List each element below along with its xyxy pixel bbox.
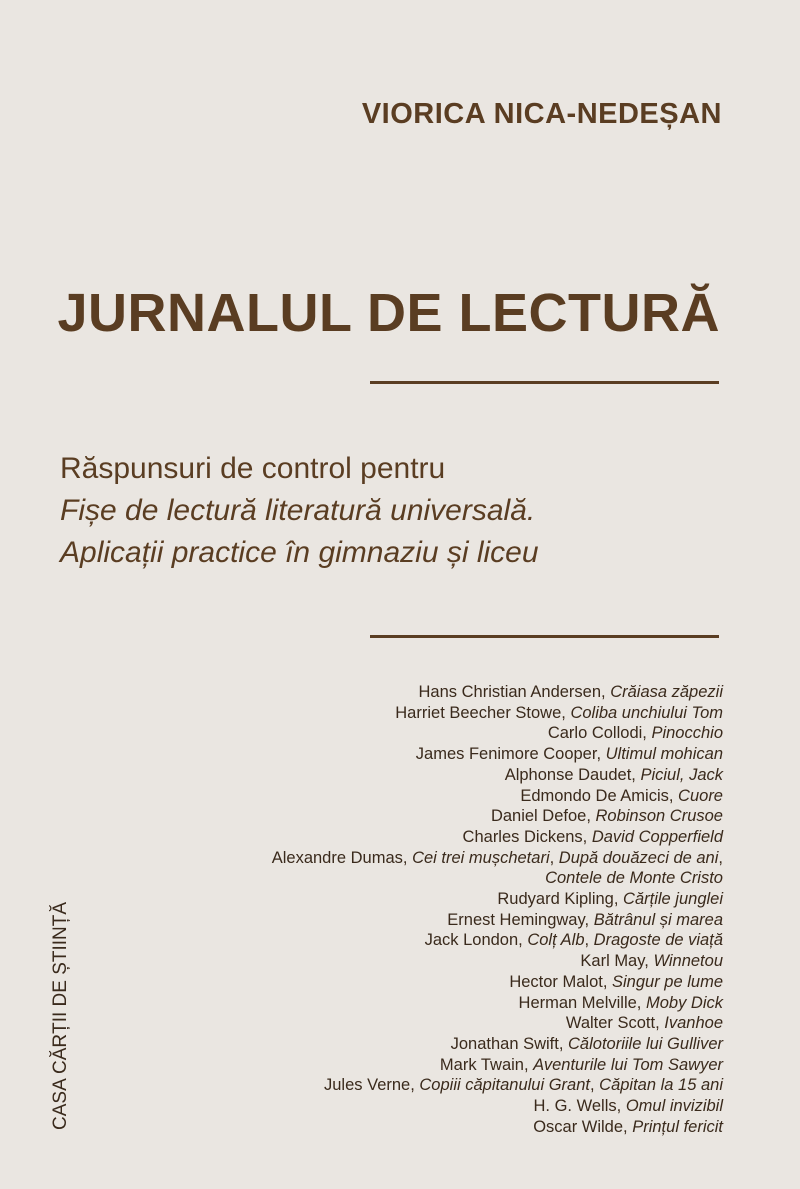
work-author: Jules Verne, <box>324 1076 420 1095</box>
subtitle-line-2: Fișe de lectură literatură universală. <box>60 494 536 527</box>
work-title: Ivanhoe <box>664 1014 723 1033</box>
work-title: Pinocchio <box>651 724 723 743</box>
works-list-item <box>272 786 723 807</box>
works-list-item <box>272 848 723 869</box>
work-author: Hans Christian Andersen, <box>418 683 611 701</box>
work-author: Herman Melville, <box>518 993 646 1012</box>
work-author: Edmondo De Amicis, <box>520 786 679 805</box>
works-list-item <box>272 682 723 703</box>
work-title: Cei trei mușchetari <box>412 848 550 867</box>
work-title: Robinson Crusoe <box>595 807 723 826</box>
work-author: Alexandre Dumas, <box>271 848 413 867</box>
works-list-item <box>272 972 723 993</box>
work-title: Moby Dick <box>645 993 723 1012</box>
work-separator: , <box>589 1076 600 1095</box>
work-separator: , <box>549 848 559 867</box>
works-list-item <box>272 723 723 744</box>
work-title: După douăzeci de ani <box>558 848 719 867</box>
work-author: Ernest Hemingway, <box>447 910 594 929</box>
divider-bottom <box>370 635 719 638</box>
works-list-item <box>272 806 723 827</box>
work-title: Călotoriile lui Gulliver <box>568 1034 723 1053</box>
work-title: Omul invizibil <box>625 1097 723 1116</box>
work-title: Copiii căpitanului Grant <box>419 1076 590 1095</box>
work-title: Cuore <box>678 786 723 805</box>
works-list-item <box>272 1096 723 1117</box>
work-author: Mark Twain, <box>439 1055 534 1074</box>
work-author: Jonathan Swift, <box>450 1034 569 1053</box>
works-list-item <box>272 1034 723 1055</box>
work-author: Daniel Defoe, <box>490 807 596 826</box>
work-title: Aventurile lui Tom Sawyer <box>533 1055 723 1074</box>
work-title: Singur pe lume <box>612 972 723 991</box>
work-title: Ultimul mohican <box>605 745 723 764</box>
divider-top <box>370 381 719 384</box>
works-list-item <box>272 827 723 848</box>
works-list-item <box>272 1075 723 1096</box>
author-name: VIORICA NICA-NEDEȘAN <box>361 98 722 130</box>
work-author: Oscar Wilde, <box>533 1117 633 1136</box>
works-list-item <box>272 765 723 786</box>
work-author: Hector Malot, <box>509 972 613 991</box>
work-title: Căpitan la 15 ani <box>599 1076 723 1095</box>
book-title: JURNALUL DE LECTURĂ <box>57 283 720 343</box>
work-author: Rudyard Kipling, <box>497 890 624 909</box>
work-author: Alphonse Daudet, <box>504 765 641 784</box>
work-author: James Fenimore Cooper, <box>415 745 606 764</box>
work-author: Jack London, <box>424 931 528 950</box>
works-list-item <box>272 1117 723 1138</box>
works-list-item <box>272 951 723 972</box>
work-author: Carlo Collodi, <box>547 724 652 743</box>
works-list-item <box>272 889 723 910</box>
work-title: Colț Alb <box>527 931 585 950</box>
work-title: Prințul fericit <box>632 1117 723 1136</box>
works-list-item <box>272 930 723 951</box>
work-title: Bătrânul și marea <box>593 910 723 929</box>
work-separator: , <box>584 931 594 950</box>
work-title: Dragoste de viață <box>593 931 723 950</box>
works-list-item <box>272 703 723 724</box>
publisher-name: CASA CĂRȚII DE ȘTIINȚĂ <box>50 901 71 1130</box>
work-author: H. G. Wells, <box>533 1097 626 1116</box>
work-author: Karl May, <box>580 952 654 971</box>
work-title: Crăiasa zăpezii <box>610 683 723 701</box>
works-list <box>272 682 723 1137</box>
work-title: Cărțile junglei <box>623 890 723 909</box>
work-author: Harriet Beecher Stowe, <box>395 703 571 722</box>
works-list-item <box>272 868 723 889</box>
work-title: David Copperfield <box>591 827 723 846</box>
works-list-item <box>272 1055 723 1076</box>
subtitle-line-3: Aplicații practice în gimnaziu și liceu <box>60 536 539 569</box>
subtitle <box>60 448 539 574</box>
works-list-item <box>272 1013 723 1034</box>
works-list-item <box>272 993 723 1014</box>
subtitle-line-1: Răspunsuri de control pentru <box>60 452 446 485</box>
work-title: Winnetou <box>653 952 723 971</box>
work-title: Piciul, Jack <box>640 765 723 784</box>
work-title: Contele de Monte Cristo <box>545 869 723 888</box>
work-title: Coliba unchiului Tom <box>570 703 723 722</box>
work-author: Charles Dickens, <box>462 827 592 846</box>
work-author: Walter Scott, <box>565 1014 665 1033</box>
work-separator: , <box>718 848 723 867</box>
works-list-item <box>272 744 723 765</box>
works-list-item <box>272 910 723 931</box>
